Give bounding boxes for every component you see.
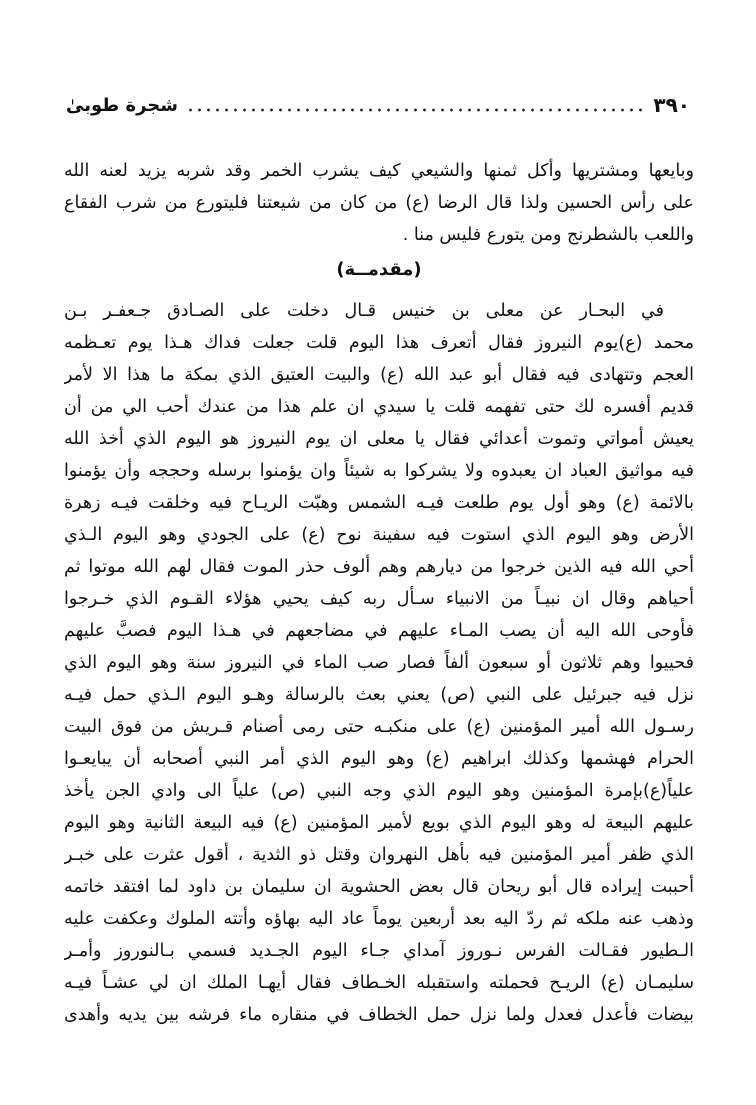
- text-line: واللعب بالشطرنج ومن يتورع فليس منا .: [402, 225, 694, 245]
- text-line: الأرض وهو اليوم الذي استوت فيه سفينة نوح (ع) على الجودي وهو اليوم الـذي: [64, 525, 694, 545]
- text-line: يعيش أمواتي وتموت أعدائي فقال يا معلى ان يوم النيروز هو اليوم الذي أخذ الله: [64, 429, 694, 449]
- text-line: وذهب عنه ملكه ثم ردّ اليه بعد أربعين يوماً عاد اليه بهاؤه وأتته الملوك وعكفت عليه: [64, 909, 694, 929]
- section-heading: (مقدمــة): [336, 259, 422, 280]
- dotted-leader: [186, 108, 645, 112]
- text-line: محمد (ع)يوم النيروز فقال أتعرف هذا اليوم قلت جعلت فداك هـذا يوم تعـظمه: [64, 333, 694, 353]
- text-line: الـطيور فقـالت الفرس نـوروز آمداي جـاء اليوم الجـديد فسمي بـالنوروز وأمـر: [64, 941, 694, 961]
- text-line: على رأس الحسين ولذا قال الرضا (ع) من كان من شيعتنا فليتورع من شرب الفقاع: [64, 193, 694, 213]
- page-number: ٣٩٠: [653, 93, 690, 117]
- running-title: شجرة طوبىٰ: [66, 94, 178, 116]
- text-line: أحياهم وقال ان نبيـاً من الانبياء سـأل ربه كيف يحيي هؤلاء القـوم الذي خـرجوا: [64, 589, 694, 609]
- text-line: فيه مواثيق العباد ان يعبدوه ولا يشركوا به شيئاً وان يؤمنوا برسله وحججه وأن يؤمنوا: [64, 461, 694, 481]
- text-line: بالائمة (ع) وهو أول يوم طلعت فيـه الشمس وهبّت الريـاح فيه وخلقت فيـه زهرة: [64, 493, 694, 513]
- text-line: الذي ظفر أمير المؤمنين فيه بأهل النهروان وقتل ذو الثدية ، أقول عثرت على خبـر: [64, 845, 694, 865]
- text-line: العجم وتتهادى فيه فقال أبو عبد الله (ع) والبيت العتيق الذي بمكة ما هذا الا لأمر: [64, 365, 694, 385]
- text-line: عليهم البيعة له وهو اليوم الذي بويع لأمير المؤمنين (ع) فيه البيعة الثانية وهو اليوم: [64, 813, 694, 833]
- text-line: علياً(ع)بإمرة المؤمنين وهو اليوم الذي وجه النبي (ص) علياً الى وادي الجن يأخذ: [64, 781, 694, 801]
- text-line: نزل فيه جبرئيل على النبي (ص) يعني بعث بالرسالة وهـو اليوم الـذي حمل فيـه: [64, 685, 694, 705]
- text-line: قديم أفسره لك حتى تفهمه قلت يا سيدي ان علم هذا من عندك أحب الي من أن: [64, 397, 694, 417]
- text-line: في البحـار عن معلى بن خنيس قـال دخلت على الصـادق جـعفـر بـن: [64, 301, 664, 321]
- paragraph-continuation: [64, 155, 694, 251]
- text-line: فحييوا وهم ثلاثون أو سبعون ألفاً فصار صب الماء في النيروز سنة وهو اليوم الذي: [64, 653, 694, 673]
- text-line: بيضات فأعدل فعدل ولما نزل حمل الخطاف في منقاره ماء فرشه بين يديه وأهدى: [64, 1005, 694, 1025]
- paragraph-introduction: [64, 295, 694, 1031]
- text-line: أحببت إيراده قال أبو ريحان قال بعض الحشوية ان سليمان بن داود لما افتقد خاتمه: [64, 877, 694, 897]
- text-line: الحرام فهشمها وكذلك ابراهيم (ع) وهو اليوم الذي أمر النبي أصحابه أن يبايعـوا: [64, 749, 694, 769]
- text-line: رسـول الله أمير المؤمنين (ع) على منكبـه حتى رمى أصنام قـريش من فوق البيت: [64, 717, 694, 737]
- text-line: أحي الله فيه الذين خرجوا من ديارهم وهم ألوف حذر الموت فقال لهم الله موتوا ثم: [64, 557, 694, 577]
- page-header: [66, 90, 690, 120]
- text-line: سليمـان (ع) الريـح فحملته واستقبله الخـطاف فقال أيهـا الملك ان لي عشـاً فيـه: [64, 973, 694, 993]
- text-line: فأوحى الله اليه أن يصب المـاء عليهم في مضاجعهم في هـذا اليوم فصبَّ عليهم: [64, 621, 694, 641]
- text-line: وبايعها ومشتريها وأكل ثمنها والشيعي كيف يشرب الخمر وقد شربه يزيد لعنه الله: [64, 161, 694, 181]
- page-body: [64, 155, 694, 1031]
